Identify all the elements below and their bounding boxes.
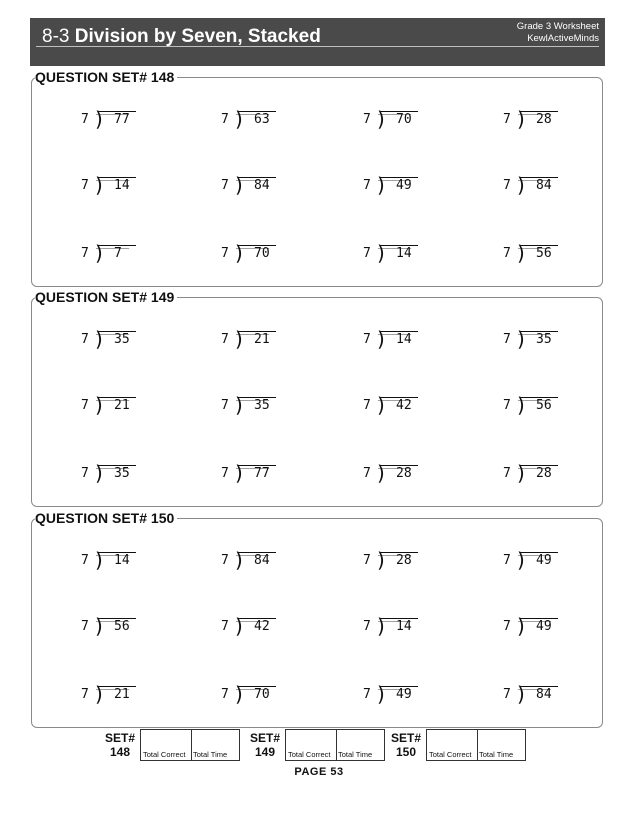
answer-line: _____	[518, 322, 552, 335]
division-overline	[238, 245, 276, 246]
dividend: 56	[536, 246, 552, 261]
question-set	[31, 289, 603, 507]
divisor: 7	[363, 398, 371, 413]
division-bracket: )	[377, 614, 385, 638]
dividend: 49	[536, 553, 552, 568]
dividend: 21	[114, 398, 130, 413]
answer-line: _____	[236, 543, 270, 556]
divisor: 7	[221, 112, 229, 127]
dividend: 84	[536, 687, 552, 702]
answer-line: _____	[518, 609, 552, 622]
total-time-label: Total Time	[338, 750, 373, 759]
division-bracket: )	[95, 173, 103, 197]
lesson-number: 8-3	[42, 26, 70, 47]
dividend: 49	[396, 687, 412, 702]
score-set-label	[100, 731, 140, 759]
division-overline	[520, 177, 558, 178]
division-bracket: )	[235, 393, 243, 417]
answer-line: _____	[518, 168, 552, 181]
divisor: 7	[503, 687, 511, 702]
total-correct-label: Total Correct	[429, 750, 472, 759]
question-set	[31, 69, 603, 287]
divisor: 7	[81, 246, 89, 261]
division-bracket: )	[235, 614, 243, 638]
answer-line: _____	[96, 456, 130, 469]
divisor: 7	[81, 619, 89, 634]
question-set-label: QUESTION SET# 150	[35, 510, 177, 526]
answer-line: _____	[236, 677, 270, 690]
answer-line: _____	[96, 609, 130, 622]
division-bracket: )	[235, 241, 243, 265]
answer-line: _____	[518, 543, 552, 556]
division-bracket: )	[235, 327, 243, 351]
division-bracket: )	[517, 327, 525, 351]
total-time-label: Total Time	[479, 750, 514, 759]
answer-line: _____	[518, 236, 552, 249]
divisor: 7	[221, 466, 229, 481]
answer-line: _____	[236, 236, 270, 249]
division-bracket: )	[517, 461, 525, 485]
division-bracket: )	[517, 393, 525, 417]
divisor: 7	[81, 112, 89, 127]
divisor: 7	[363, 246, 371, 261]
division-bracket: )	[517, 548, 525, 572]
division-overline	[380, 177, 418, 178]
divisor: 7	[81, 466, 89, 481]
division-overline	[380, 397, 418, 398]
division-overline	[98, 245, 136, 246]
division-bracket: )	[377, 107, 385, 131]
total-correct-box[interactable]	[285, 729, 337, 761]
total-time-box[interactable]	[336, 729, 385, 761]
answer-line: _____	[378, 322, 412, 335]
dividend: 77	[114, 112, 130, 127]
divisor: 7	[221, 687, 229, 702]
question-set	[31, 510, 603, 728]
division-bracket: )	[377, 393, 385, 417]
answer-line: _____	[96, 322, 130, 335]
page-number: PAGE 53	[294, 766, 344, 778]
divisor: 7	[503, 466, 511, 481]
divisor: 7	[503, 178, 511, 193]
dividend: 49	[396, 178, 412, 193]
answer-line: _____	[236, 322, 270, 335]
grade-label: Grade 3 Worksheet	[516, 21, 599, 32]
worksheet-header	[30, 18, 605, 66]
division-overline	[380, 618, 418, 619]
division-bracket: )	[235, 173, 243, 197]
dividend: 56	[536, 398, 552, 413]
question-set-label: QUESTION SET# 149	[35, 289, 177, 305]
divisor: 7	[363, 112, 371, 127]
division-overline	[98, 618, 136, 619]
set-number: 148	[109, 745, 131, 759]
division-bracket: )	[95, 461, 103, 485]
dividend: 84	[254, 178, 270, 193]
divisor: 7	[81, 398, 89, 413]
dividend: 21	[114, 687, 130, 702]
dividend: 63	[254, 112, 270, 127]
divisor: 7	[363, 619, 371, 634]
total-correct-box[interactable]	[426, 729, 478, 761]
divisor: 7	[81, 553, 89, 568]
division-bracket: )	[517, 107, 525, 131]
set-word: SET#	[390, 731, 421, 745]
divisor: 7	[221, 553, 229, 568]
division-bracket: )	[377, 548, 385, 572]
dividend: 14	[396, 246, 412, 261]
divisor: 7	[81, 332, 89, 347]
division-overline	[238, 177, 276, 178]
division-overline	[520, 111, 558, 112]
dividend: 35	[254, 398, 270, 413]
dividend: 84	[536, 178, 552, 193]
answer-line: _____	[378, 236, 412, 249]
dividend: 28	[536, 466, 552, 481]
division-bracket: )	[95, 393, 103, 417]
division-bracket: )	[95, 107, 103, 131]
division-bracket: )	[377, 461, 385, 485]
answer-line: _____	[236, 456, 270, 469]
answer-line: _____	[96, 543, 130, 556]
answer-line: _____	[96, 168, 130, 181]
division-bracket: )	[517, 241, 525, 265]
answer-line: _____	[96, 236, 130, 249]
divisor: 7	[503, 246, 511, 261]
answer-line: _____	[378, 543, 412, 556]
set-word: SET#	[249, 731, 280, 745]
dividend: 21	[254, 332, 270, 347]
division-bracket: )	[377, 241, 385, 265]
division-bracket: )	[377, 682, 385, 706]
answer-line: _____	[96, 677, 130, 690]
division-overline	[98, 552, 136, 553]
dividend: 28	[396, 466, 412, 481]
division-bracket: )	[235, 682, 243, 706]
dividend: 77	[254, 466, 270, 481]
divisor: 7	[503, 619, 511, 634]
answer-line: _____	[378, 677, 412, 690]
dividend: 70	[254, 687, 270, 702]
divisor: 7	[503, 398, 511, 413]
divisor: 7	[221, 246, 229, 261]
division-overline	[520, 331, 558, 332]
dividend: 14	[114, 553, 130, 568]
answer-line: _____	[236, 102, 270, 115]
question-set-label: QUESTION SET# 148	[35, 69, 177, 85]
dividend: 70	[396, 112, 412, 127]
division-overline	[98, 111, 136, 112]
answer-line: _____	[96, 102, 130, 115]
division-overline	[380, 331, 418, 332]
divisor: 7	[221, 398, 229, 413]
division-bracket: )	[517, 614, 525, 638]
division-bracket: )	[95, 614, 103, 638]
divisor: 7	[363, 553, 371, 568]
dividend: 28	[396, 553, 412, 568]
division-bracket: )	[235, 548, 243, 572]
total-correct-box[interactable]	[140, 729, 192, 761]
division-overline	[238, 111, 276, 112]
division-overline	[98, 331, 136, 332]
header-info	[517, 21, 599, 45]
division-overline	[238, 465, 276, 466]
dividend: 35	[114, 466, 130, 481]
dividend: 70	[254, 246, 270, 261]
dividend: 42	[254, 619, 270, 634]
division-overline	[98, 465, 136, 466]
division-overline	[380, 111, 418, 112]
division-overline	[238, 331, 276, 332]
division-bracket: )	[517, 173, 525, 197]
answer-line: _____	[236, 388, 270, 401]
answer-line: _____	[378, 102, 412, 115]
division-overline	[238, 618, 276, 619]
divisor: 7	[363, 687, 371, 702]
answer-line: _____	[378, 168, 412, 181]
divisor: 7	[81, 178, 89, 193]
total-time-box[interactable]	[191, 729, 240, 761]
division-bracket: )	[235, 107, 243, 131]
dividend: 35	[536, 332, 552, 347]
dividend: 14	[396, 619, 412, 634]
division-overline	[520, 552, 558, 553]
division-overline	[380, 552, 418, 553]
divisor: 7	[221, 619, 229, 634]
set-word: SET#	[104, 731, 135, 745]
division-overline	[98, 177, 136, 178]
division-bracket: )	[517, 682, 525, 706]
dividend: 35	[114, 332, 130, 347]
dividend: 84	[254, 553, 270, 568]
set-number: 150	[395, 745, 417, 759]
answer-line: _____	[378, 609, 412, 622]
total-correct-label: Total Correct	[143, 750, 186, 759]
division-bracket: )	[95, 241, 103, 265]
answer-line: _____	[378, 456, 412, 469]
answer-line: _____	[518, 388, 552, 401]
dividend: 28	[536, 112, 552, 127]
total-correct-label: Total Correct	[288, 750, 331, 759]
division-overline	[98, 686, 136, 687]
divisor: 7	[363, 178, 371, 193]
divisor: 7	[81, 687, 89, 702]
division-bracket: )	[95, 548, 103, 572]
division-overline	[238, 686, 276, 687]
division-overline	[238, 552, 276, 553]
divisor: 7	[363, 332, 371, 347]
division-overline	[520, 618, 558, 619]
division-overline	[520, 245, 558, 246]
brand-label: KewlActiveMinds	[527, 33, 599, 44]
division-overline	[520, 465, 558, 466]
set-number: 149	[254, 745, 276, 759]
answer-line: _____	[518, 102, 552, 115]
answer-line: _____	[378, 388, 412, 401]
dividend: 14	[396, 332, 412, 347]
division-bracket: )	[95, 327, 103, 351]
score-set-label	[245, 731, 285, 759]
division-overline	[380, 465, 418, 466]
dividend: 49	[536, 619, 552, 634]
divisor: 7	[363, 466, 371, 481]
score-set-label	[386, 731, 426, 759]
total-time-box[interactable]	[477, 729, 526, 761]
dividend: 42	[396, 398, 412, 413]
answer-line: _____	[96, 388, 130, 401]
division-overline	[380, 245, 418, 246]
dividend: 56	[114, 619, 130, 634]
header-rule	[36, 46, 599, 47]
dividend: 14	[114, 178, 130, 193]
worksheet-title	[42, 26, 321, 48]
division-overline	[520, 686, 558, 687]
divisor: 7	[221, 178, 229, 193]
division-bracket: )	[235, 461, 243, 485]
division-overline	[380, 686, 418, 687]
answer-line: _____	[518, 456, 552, 469]
answer-line: _____	[518, 677, 552, 690]
answer-line: _____	[236, 609, 270, 622]
division-overline	[98, 397, 136, 398]
answer-line: _____	[236, 168, 270, 181]
division-overline	[238, 397, 276, 398]
division-bracket: )	[377, 327, 385, 351]
dividend: 7	[114, 246, 122, 261]
divisor: 7	[503, 553, 511, 568]
total-time-label: Total Time	[193, 750, 228, 759]
division-bracket: )	[95, 682, 103, 706]
divisor: 7	[503, 332, 511, 347]
divisor: 7	[503, 112, 511, 127]
divisor: 7	[221, 332, 229, 347]
division-bracket: )	[377, 173, 385, 197]
division-overline	[520, 397, 558, 398]
lesson-title: Division by Seven, Stacked	[74, 26, 321, 47]
